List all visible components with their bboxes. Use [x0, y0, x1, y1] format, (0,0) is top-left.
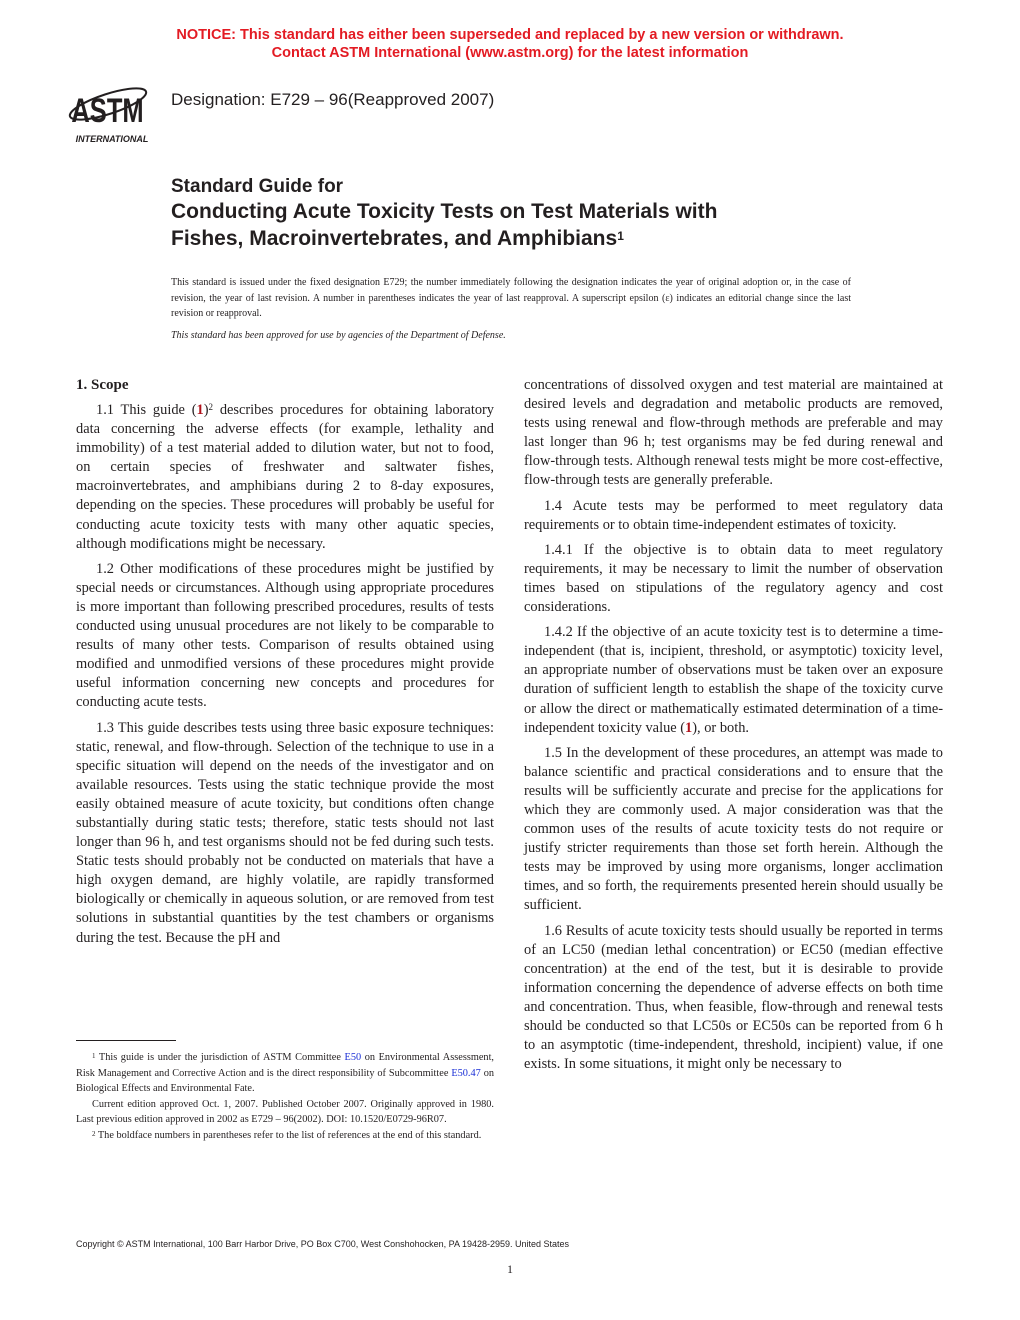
title-line-3-text: Fishes, Macroinvertebrates, and Amphibians — [171, 227, 618, 250]
p1-1-prefix: 1.1 This guide ( — [96, 402, 197, 418]
p1-4-2-end: ), or both. — [692, 719, 750, 736]
footnote-mark-2: 2 — [208, 402, 214, 412]
withdrawn-notice — [0, 26, 1020, 62]
footnote-1-mark: 1 — [92, 1052, 96, 1060]
edition-note: Current edition approved Oct. 1, 2007. Published October 2007. Originally approved in 1980. Last previous edition approved in 2002 as E729 – 96(2002). DOI: 10.1520/E0729-96R07. — [76, 1098, 494, 1126]
paragraph-1-4-2 — [524, 623, 943, 738]
footnote-2-mark: 2 — [92, 1129, 96, 1138]
title-footnote-mark: 1 — [617, 229, 624, 243]
footnote-divider — [76, 1040, 176, 1041]
reference-link-1[interactable]: 1 — [196, 402, 204, 418]
issue-note: This standard is issued under the fixed designation E729; the number immediately following the designation indicates the year of original adoption or, in the case of revision, the year of last revision. A number in parentheses indicates the year of last reapproval. A superscript epsilon (ε) indicates an editorial change since the last revision or reapproval. — [171, 277, 851, 319]
dod-approval-note: This standard has been approved for use by agencies of the Department of Defense. — [171, 330, 506, 341]
notice-line-2: Contact ASTM International (www.astm.org) for the latest information — [271, 45, 749, 61]
right-column — [524, 376, 943, 1080]
footnote-2 — [76, 1128, 494, 1144]
logo-letters: ASTM — [71, 92, 144, 130]
committee-e50-link[interactable]: E50 — [344, 1052, 362, 1063]
document-title — [171, 175, 717, 252]
astm-logo — [64, 76, 162, 146]
logo-subtitle: INTERNATIONAL — [75, 134, 149, 144]
paragraph-1-4-1: 1.4.1 If the objective is to obtain data to meet regulatory requirements, it may be necessary to limit the number of observation times based on stipulations of the regulatory agency and cost considerations. — [524, 541, 943, 616]
designation: Designation: E729 – 96(Reapproved 2007) — [171, 90, 495, 109]
p1-4-2-text: 1.4.2 If the objective of an acute toxicity test is to determine a time-independent (that is, incipient, threshold, or asymptotic) toxicity level, an appropriate number of observations must be taken over an exposure duration of sufficient length to establish the shape of the toxicity curve or allow the direct or mathematically estimated determination of a time-independent toxicity value ( — [524, 624, 943, 736]
paragraph-1-5: 1.5 In the development of these procedures, an attempt was made to balance scientific and practical considerations and to ensure that the results will be sufficiently accurate and precise for the applications for which they are commonly used. A major consideration was that the common uses of the results of acute toxicity tests do not require or justify stricter requirements than those set forth herein. Although the tests may be improved by using more organisms, longer acclimation times, and so forth, the requirements presented herein should usually be sufficient. — [524, 744, 943, 914]
page-number: 1 — [507, 1262, 513, 1276]
reference-link-1[interactable]: 1 — [685, 719, 693, 736]
footnote-1 — [76, 1050, 494, 1097]
title-line-3 — [171, 225, 717, 252]
footnote-1-text-a: This guide is under the jurisdiction of ASTM Committee — [95, 1052, 345, 1063]
paragraph-1-4: 1.4 Acute tests may be performed to meet regulatory data requirements or to obtain time-independent estimates of toxicity. — [524, 497, 943, 533]
astm-logo-icon — [64, 76, 162, 146]
footnote-2-text: The boldface numbers in parentheses refer to the list of references at the end of this standard. — [95, 1129, 482, 1141]
notice-line-1: NOTICE: This standard has either been superseded and replaced by a new version or withdrawn. — [176, 27, 844, 43]
section-heading-scope: 1. Scope — [76, 377, 129, 393]
p1-1-mid: ) — [203, 402, 209, 418]
paragraph-1-6: 1.6 Results of acute toxicity tests should usually be reported in terms of an LC50 (median lethal concentration) or EC50 (median effective concentration) at the end of the test, but it is desirable to provide information concerning the dependence of adverse effects on both time and concentration. Thus, when feasible, flow-through and renewal tests should be conducted so that LC50s or EC50s can be reported from 6 h to an asymptotic (time-independent, threshold, incipient) value, if one exists. In some situations, it might only be necessary to — [524, 922, 943, 1073]
footnote-1-text-b: on Environmental Assessment, Risk Management and Corrective Action and is the direct responsibility of Subcommittee — [76, 1052, 494, 1079]
title-line-1: Standard Guide for — [171, 176, 344, 197]
footnote-1-text-c: on Biological Effects and Environmental Fate. — [76, 1067, 494, 1095]
title-line-2: Conducting Acute Toxicity Tests on Test Materials with — [171, 200, 718, 223]
p1-1-text: describes procedures for obtaining laboratory data concerning the adverse effects (for example, lethality and immobility) of a test material added to dilution water, but not to food, on certain species of freshwater and saltwater fishes, macroinvertebrates, and amphibians during 2 to 8-day exposures, depending on the species. These procedures will probably be useful for conducting acute toxicity tests with many other aquatic species, although modifications might be necessary. — [76, 402, 495, 552]
paragraph-1-1 — [76, 401, 494, 554]
paragraph-1-3-continued: concentrations of dissolved oxygen and test material are maintained at desired levels and degradation and metabolic products are removed, tests using renewal and flow-through methods are preferable and may last longer than 96 h; test organisms may be fed during renewal and flow-through tests. Although renewal tests might be more cost-effective, flow-through tests are generally preferable. — [524, 377, 943, 489]
left-column — [76, 375, 494, 954]
paragraph-1-2: 1.2 Other modifications of these procedures might be justified by special needs or circumstances. Although using appropriate procedures is more important than following prescribed procedures, results of tests conducted using unusual procedures are not likely to be comparable to results of many other tests. Comparison of results obtained using modified and unmodified versions of these procedures might provide useful information concerning new concepts and procedures for conducting acute tests. — [76, 560, 494, 711]
paragraph-1-3: 1.3 This guide describes tests using three basic exposure techniques: static, renewal, and flow-through. Selection of the technique to use in a specific situation will depend on the needs of the investigator and on available resources. Tests using the static technique provide the most easily obtained measure of acute toxicity, but conditions often change substantially during static tests; therefore, static tests should not last longer than 96 h, and test organisms should not be fed during such tests. Static tests should probably not be conducted on materials that have a high oxygen demand, are highly volatile, are rapidly transformed biologically or chemically in aqueous solution, or are removed from test solutions in substantial quantities by the test chambers or organisms during the test. Because the pH and — [76, 719, 494, 946]
footnotes — [76, 1050, 494, 1144]
subcommittee-e50-47-link[interactable]: E50.47 — [451, 1067, 481, 1079]
copyright-line: Copyright © ASTM International, 100 Barr Harbor Drive, PO Box C700, West Conshohocken, PA 19428-2959. United States — [76, 1239, 570, 1249]
